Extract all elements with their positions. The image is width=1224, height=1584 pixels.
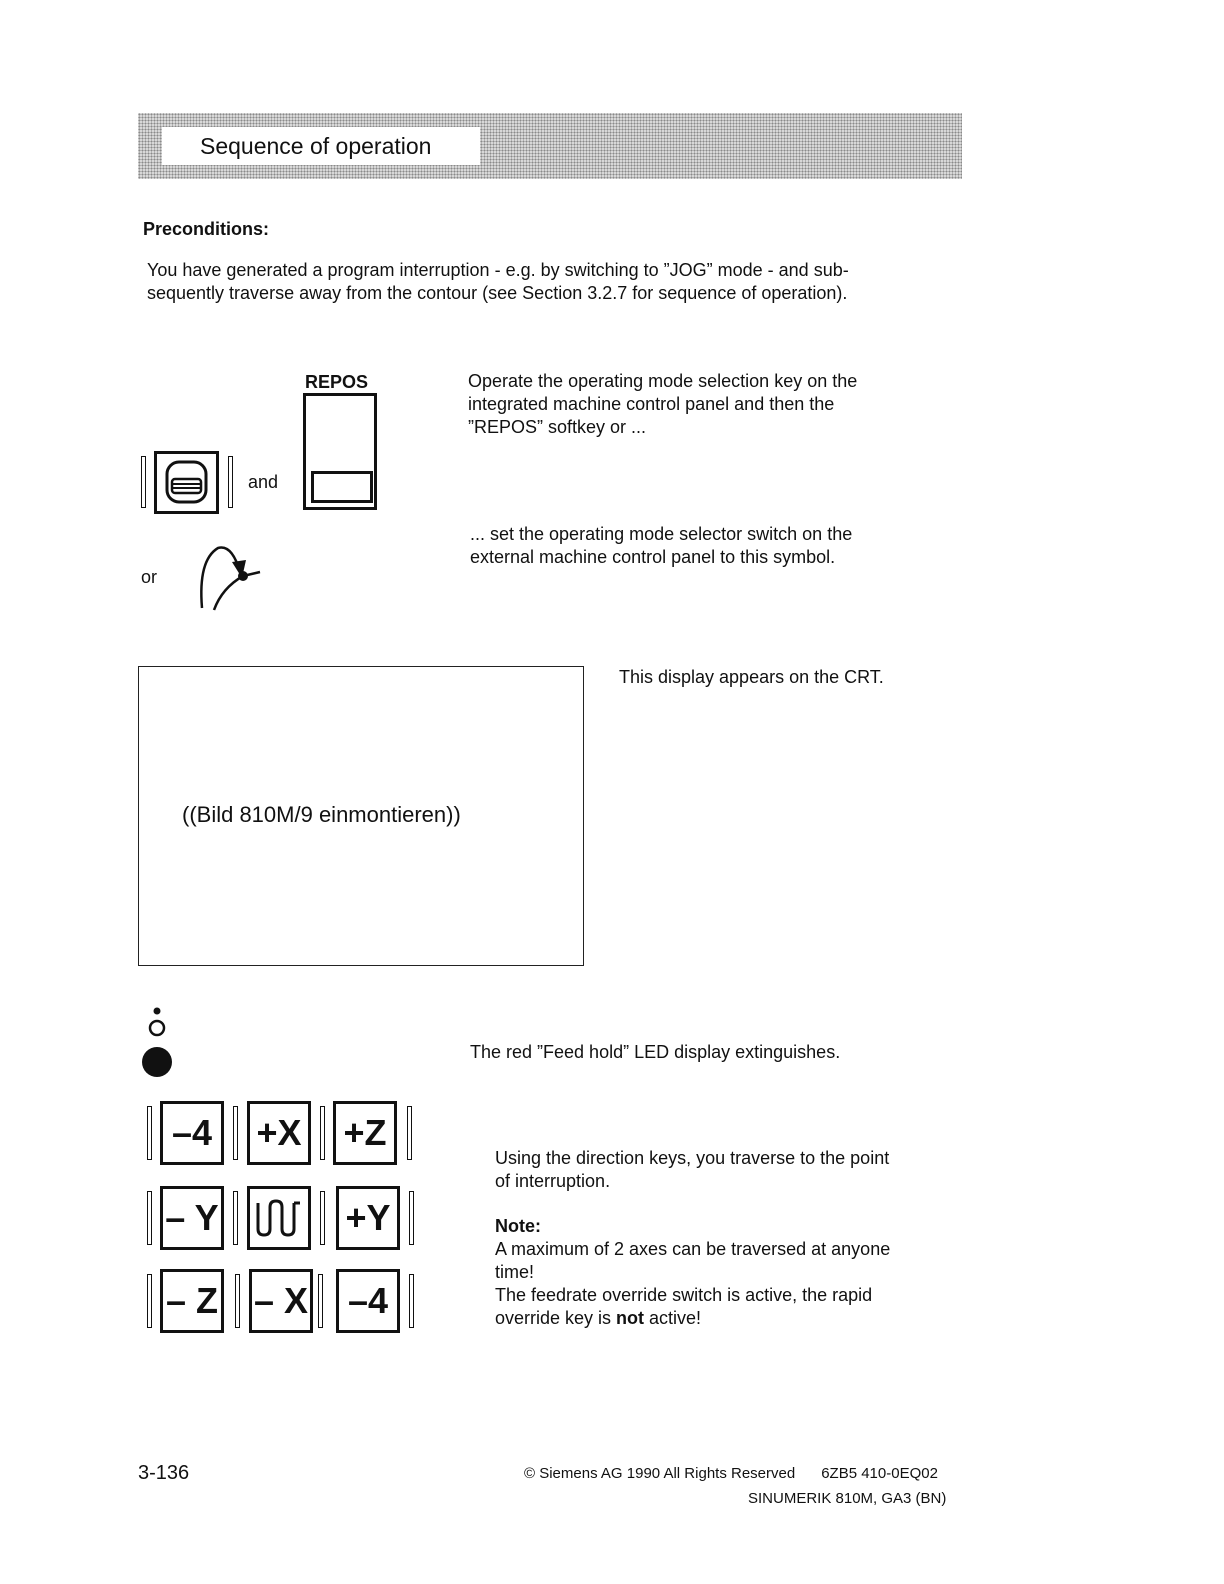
key-bezel [320, 1191, 325, 1245]
feed-hold-description: The red ”Feed hold” LED display extinguishes. [470, 1042, 841, 1062]
step1-desc-line-2: integrated machine control panel and then the [468, 394, 835, 414]
and-label: and [248, 472, 279, 492]
direction-key-plus-y[interactable]: +Y [336, 1186, 400, 1250]
note-line-4-pre: override key is [495, 1308, 617, 1328]
preconditions-line-2: sequently traverse away from the contour (see Section 3.2.7 for sequence of operation). [147, 283, 848, 303]
note-line-1: A maximum of 2 axes can be traversed at anyone [495, 1239, 891, 1259]
rapid-traverse-icon [250, 1189, 308, 1247]
key-bezel [147, 1274, 152, 1328]
note-line-2: time! [495, 1262, 535, 1282]
crt-placeholder-text: ((Bild 810M/9 einmontieren)) [182, 802, 461, 827]
note-line-3: The feedrate override switch is active, the rapid [495, 1285, 873, 1305]
key-bezel [147, 1106, 152, 1160]
direction-keys-description [495, 1147, 935, 1330]
direction-key-minus-4[interactable]: –4 [160, 1101, 224, 1165]
step1-alternative [470, 523, 852, 569]
direction-key-minus-y[interactable]: – Y [160, 1186, 224, 1250]
key-bezel [233, 1106, 238, 1160]
step1-desc-line-3: ”REPOS” softkey or ... [468, 417, 647, 437]
copyright-text: © Siemens AG 1990 All Rights Reserved [524, 1465, 796, 1482]
key-bezel [320, 1106, 325, 1160]
step1-description [468, 370, 857, 439]
note-heading: Note: [495, 1216, 541, 1236]
direction-key-minus-4-lower[interactable]: –4 [336, 1269, 400, 1333]
rapid-traverse-key[interactable] [247, 1186, 311, 1250]
page-number: 3-136 [138, 1462, 190, 1484]
note-line-4-post: active! [644, 1308, 702, 1328]
direction-key-minus-x[interactable]: – X [249, 1269, 313, 1333]
direction-key-plus-z[interactable]: +Z [333, 1101, 397, 1165]
repos-softkey-label: REPOS [305, 372, 369, 392]
step1-alt-line-1: ... set the operating mode selector switch on the [470, 524, 853, 544]
note-line-4 [495, 1307, 935, 1330]
crt-description: This display appears on the CRT. [619, 667, 884, 687]
direction-desc-line-2: of interruption. [495, 1171, 611, 1191]
direction-key-minus-z[interactable]: – Z [160, 1269, 224, 1333]
key-bezel-right [228, 456, 233, 508]
key-bezel-left [141, 456, 146, 508]
jog-mode-key[interactable] [154, 451, 219, 514]
product-name: SINUMERIK 810M, GA3 (BN) [748, 1490, 947, 1507]
key-bezel [235, 1274, 240, 1328]
key-bezel [318, 1274, 323, 1328]
key-bezel [409, 1274, 414, 1328]
repos-selector-symbol-icon [192, 538, 266, 614]
key-bezel [233, 1191, 238, 1245]
monitor-icon [157, 454, 216, 511]
repos-softkey[interactable] [303, 393, 377, 510]
key-bezel [409, 1191, 414, 1245]
feed-hold-led-icon [140, 1006, 176, 1082]
order-number: 6ZB5 410-0EQ02 [821, 1465, 938, 1482]
key-bezel [147, 1191, 152, 1245]
direction-key-plus-x[interactable]: +X [247, 1101, 311, 1165]
copyright-line [524, 1465, 938, 1482]
key-bezel [407, 1106, 412, 1160]
note-emphasis-not: not [616, 1308, 645, 1328]
step1-alt-line-2: external machine control panel to this symbol. [470, 547, 836, 567]
preconditions-line-1: You have generated a program interruption - e.g. by switching to ”JOG” mode - and sub- [147, 260, 849, 280]
or-label: or [141, 567, 158, 587]
section-title: Sequence of operation [162, 127, 480, 165]
softkey-inner-frame [311, 471, 373, 503]
direction-desc-line-1: Using the direction keys, you traverse to the point [495, 1148, 890, 1168]
preconditions-text [147, 259, 849, 305]
step1-desc-line-1: Operate the operating mode selection key on the [468, 371, 858, 391]
preconditions-heading: Preconditions: [143, 219, 270, 239]
